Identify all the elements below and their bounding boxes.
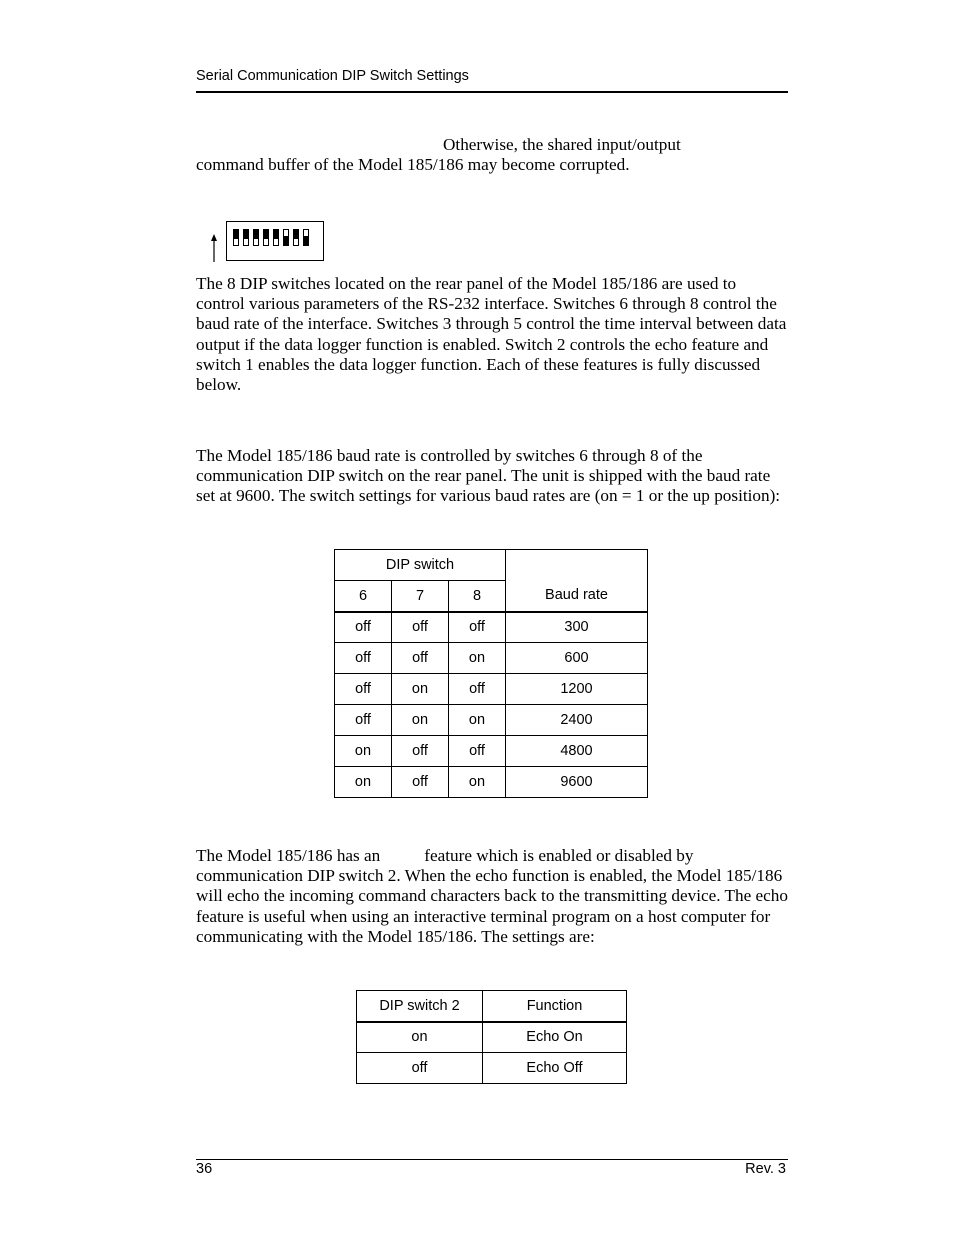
dip-switch-knob	[234, 230, 238, 239]
table-cell: off	[357, 1053, 483, 1084]
baud-rate-paragraph: The Model 185/186 baud rate is controlled by switches 6 through 8 of the communication DIP switch on the rear panel. The unit is shipped with the baud rate set at 9600. The switch settings for various baud rates are (on = 1 or the up position):	[196, 446, 781, 506]
intro-line-1: Otherwise, the shared input/output	[443, 135, 681, 154]
revision-label: Rev. 3	[745, 1161, 786, 1177]
footer-rule	[196, 1159, 788, 1160]
dip-switch-knob	[304, 236, 308, 245]
table-cell: on	[392, 705, 449, 736]
table-cell: off	[449, 674, 506, 705]
table-row	[335, 643, 648, 674]
dip-switch-knob	[284, 236, 288, 245]
dip-switch-knob	[264, 230, 268, 239]
dip-switch-5	[273, 229, 279, 246]
echo-paragraph-start: The Model 185/186 has an	[196, 846, 381, 865]
header-rule	[196, 91, 788, 93]
table-cell: off	[335, 674, 392, 705]
table-cell: on	[357, 1022, 483, 1053]
page-number: 36	[196, 1161, 213, 1177]
table-cell: 300	[506, 612, 648, 643]
dip-switch-3	[253, 229, 259, 246]
table-row	[357, 1053, 627, 1084]
dip-switch-7	[293, 229, 299, 246]
switch-8-header: 8	[449, 581, 506, 612]
table-row	[335, 612, 648, 643]
table-row	[357, 1022, 627, 1053]
table-cell: off	[449, 612, 506, 643]
table-cell: on	[449, 767, 506, 798]
table-cell: off	[335, 643, 392, 674]
function-header: Function	[483, 991, 627, 1022]
table-cell: Echo On	[483, 1022, 627, 1053]
table-row	[335, 705, 648, 736]
table-row	[335, 767, 648, 798]
echo-paragraph-rest: feature which is enabled or disabled by communication DIP switch 2. When the echo function is enabled, the Model 185/186 will echo the incoming command characters back to the transmitting device. The echo feature is useful when using an interactive terminal program on a host computer for communicating with the Model 185/186. The settings are:	[196, 846, 788, 946]
dip-switch-2-header: DIP switch 2	[357, 991, 483, 1022]
switch-7-header: 7	[392, 581, 449, 612]
dip-switch-group-header: DIP switch	[335, 550, 506, 581]
table-row	[335, 674, 648, 705]
baud-rate-header	[506, 550, 648, 612]
table-cell: 1200	[506, 674, 648, 705]
table-cell: 9600	[506, 767, 648, 798]
dip-switch-knob	[274, 230, 278, 239]
echo-paragraph	[196, 846, 788, 947]
baud-rate-header-label: Baud rate	[545, 586, 608, 603]
table-cell: off	[392, 767, 449, 798]
table-cell: off	[392, 643, 449, 674]
dip-switch-1	[233, 229, 239, 246]
table-cell: Echo Off	[483, 1053, 627, 1084]
dip-switch-6	[283, 229, 289, 246]
table-cell: on	[449, 643, 506, 674]
table-cell: on	[335, 767, 392, 798]
switch-6-header: 6	[335, 581, 392, 612]
dip-switch-8	[303, 229, 309, 246]
table-cell: off	[335, 612, 392, 643]
table-cell: on	[335, 736, 392, 767]
dip-switch-2	[243, 229, 249, 246]
table-cell: 2400	[506, 705, 648, 736]
echo-table	[356, 990, 627, 1084]
table-cell: off	[392, 736, 449, 767]
dip-switch-knob	[254, 230, 258, 239]
dip-switch-knob	[294, 230, 298, 239]
dip-switch-4	[263, 229, 269, 246]
table-cell: off	[449, 736, 506, 767]
table-cell: 4800	[506, 736, 648, 767]
overview-paragraph: The 8 DIP switches located on the rear panel of the Model 185/186 are used to control various parameters of the RS-232 interface. Switches 6 through 8 control the baud rate of the interface. Switches 3 through 5 control the time interval between data output if the data logger function is enabled. Switch 2 controls the echo feature and switch 1 enables the data logger function. Each of these features is fully discussed below.	[196, 274, 787, 395]
table-cell: on	[392, 674, 449, 705]
running-header: Serial Communication DIP Switch Settings	[196, 68, 469, 84]
table-cell: off	[335, 705, 392, 736]
intro-paragraph	[196, 135, 788, 175]
dip-switch-block	[226, 221, 324, 261]
table-cell: 600	[506, 643, 648, 674]
table-row	[335, 736, 648, 767]
up-arrow-icon	[210, 234, 218, 262]
baud-rate-table	[334, 549, 648, 798]
table-cell: on	[449, 705, 506, 736]
dip-switch-knob	[244, 230, 248, 239]
table-cell: off	[392, 612, 449, 643]
intro-line-2: command buffer of the Model 185/186 may become corrupted.	[196, 155, 630, 175]
